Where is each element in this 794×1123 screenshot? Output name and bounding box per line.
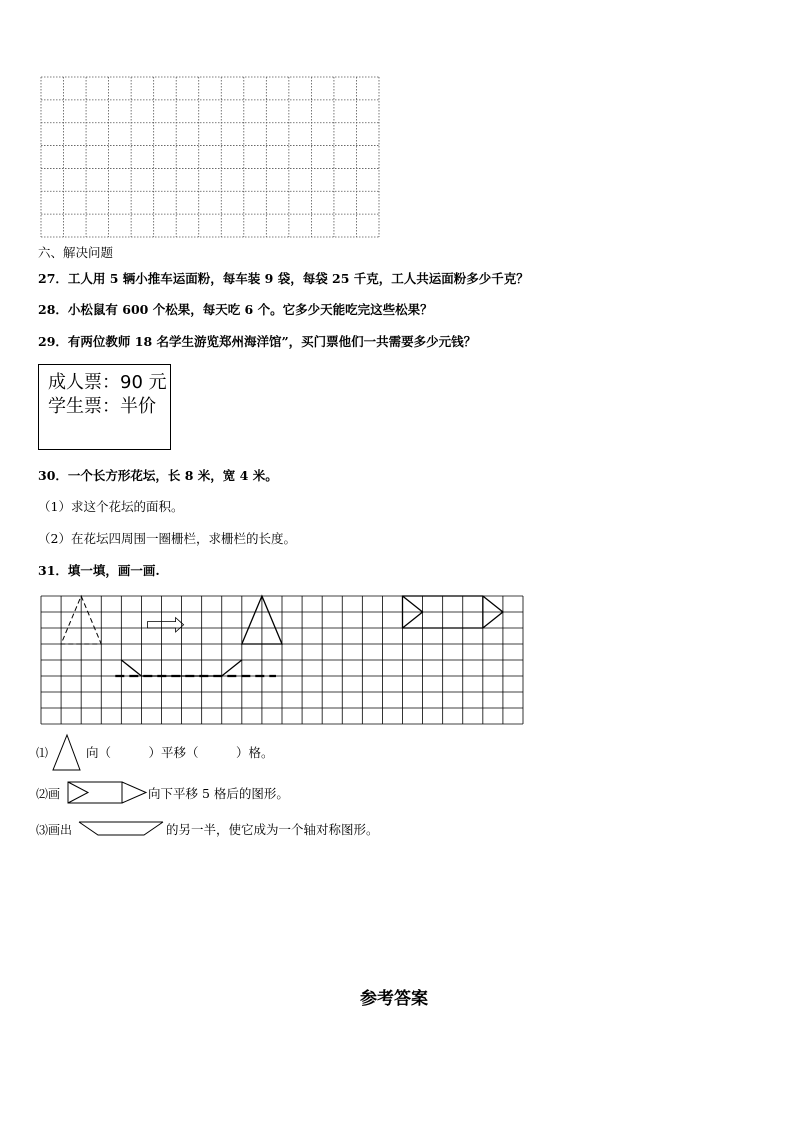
adult-ticket-price: 成人票：90 元 [48, 372, 167, 393]
answer-title: 参考答案 [360, 989, 428, 1009]
q31-sub1-number: ⑴ [36, 746, 49, 760]
translation-arrow-icon [147, 618, 183, 632]
q31-sub2-number: ⑵画 [36, 787, 61, 801]
question-30-part-2: （2）在花坛四周围一圈栅栏，求栅栏的长度。 [38, 531, 296, 546]
arrow-shape-icon [67, 781, 149, 805]
student-ticket-price: 学生票：半价 [48, 396, 156, 417]
triangle-icon [52, 734, 84, 772]
question-30: 30．一个长方形花坛，长 8 米，宽 4 米。 [38, 468, 278, 483]
question-31: 31．填一填，画一画. [38, 563, 160, 578]
question-27: 27．工人用 5 辆小推车运面粉，每车装 9 袋，每袋 25 千克，工人共运面粉多少千克？ [38, 271, 529, 286]
q31-sub2-text: 向下平移 5 格后的图形。 [148, 786, 289, 801]
q31-sub3-number: ⑶画出 [36, 823, 73, 837]
question-28: 28．小松鼠有 600 个松果，每天吃 6 个。它多少天能吃完这些松果？ [38, 302, 433, 317]
question-30-part-1: （1）求这个花坛的面积。 [38, 499, 184, 514]
half-trapezoid-icon [78, 821, 166, 837]
question-29: 29．有两位教师 18 名学生游览郑州海洋馆”，买门票他们一共需要多少元钱？ [38, 334, 477, 349]
q31-sub1-text: 向（ ）平移（ ）格。 [86, 745, 274, 760]
section-heading: 六、解决问题 [38, 245, 114, 260]
q31-sub3-text: 的另一半，使它成为一个轴对称图形。 [166, 822, 379, 837]
